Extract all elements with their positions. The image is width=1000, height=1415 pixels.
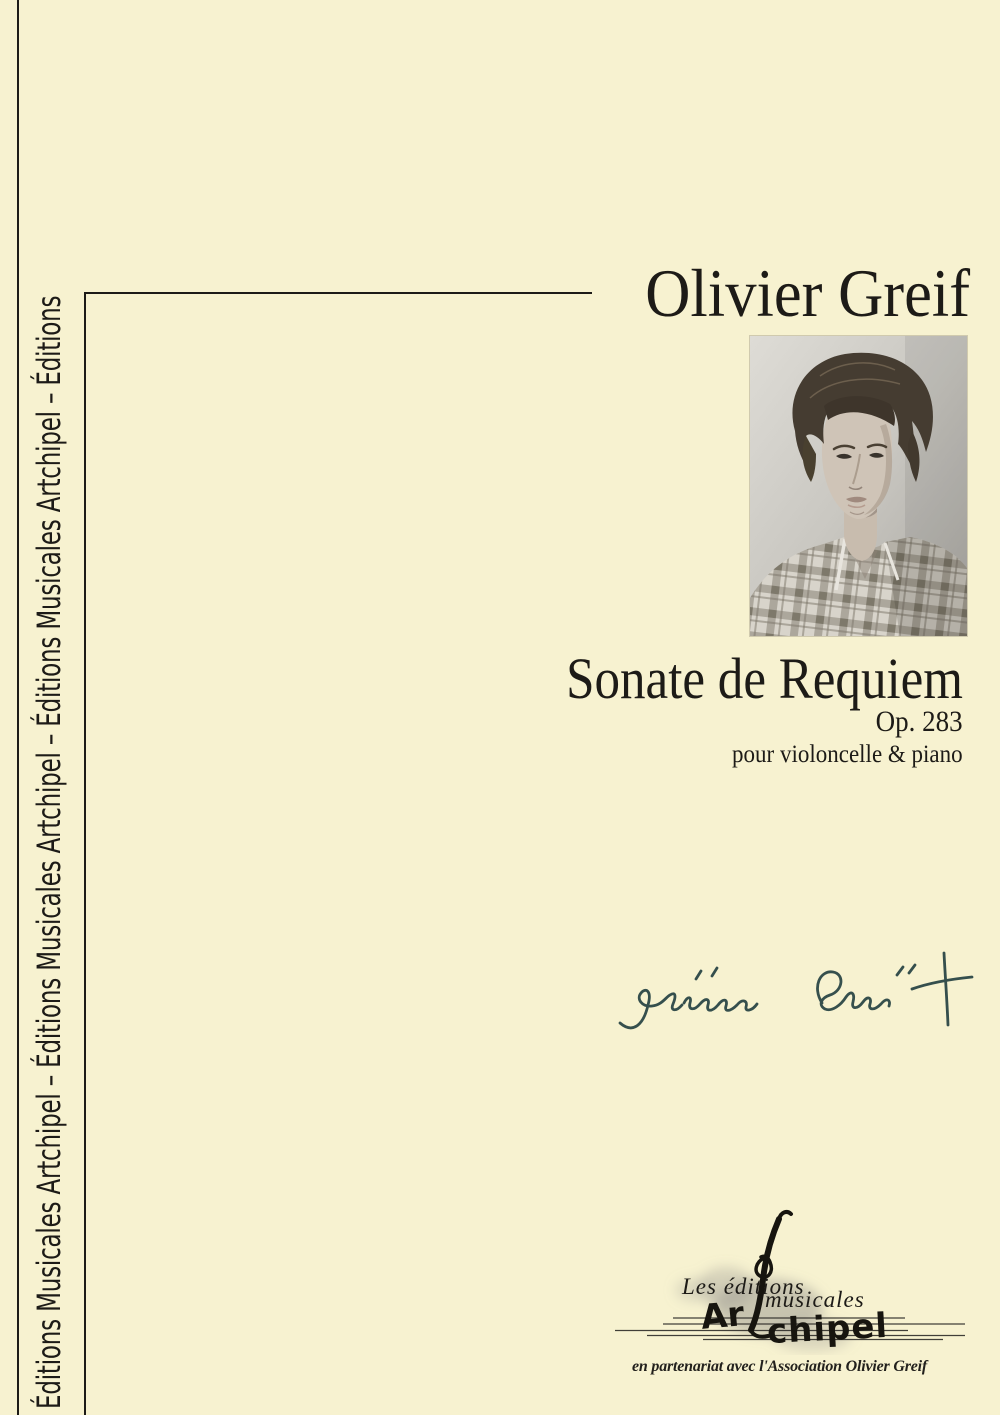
composer-name-title: Olivier Greif — [645, 255, 970, 331]
sidebar-vertical-publisher-text: Éditions Musicales Artchipel – Éditions Musicales Artchipel – Éditions Musicales Artchipel – Éditions — [32, 295, 69, 1409]
partnership-note: en partenariat avec l'Association Olivier Greif — [632, 1358, 928, 1375]
instrumentation-label: pour violoncelle & piano — [732, 741, 963, 768]
brand-chipel-text: chipel — [766, 1305, 890, 1353]
publisher-musicales: musicales — [765, 1287, 865, 1312]
olivier-greif-portrait-photo — [750, 336, 967, 636]
brand-ar-text: Ar — [699, 1294, 746, 1338]
opus-number: Op. 283 — [875, 705, 963, 738]
work-title: Sonate de Requiem — [566, 646, 963, 711]
corner-frame-rule — [84, 292, 592, 1415]
olivier-greif-handwritten-signature — [600, 945, 990, 1045]
publisher-les-editions: Les éditions — [682, 1274, 805, 1299]
